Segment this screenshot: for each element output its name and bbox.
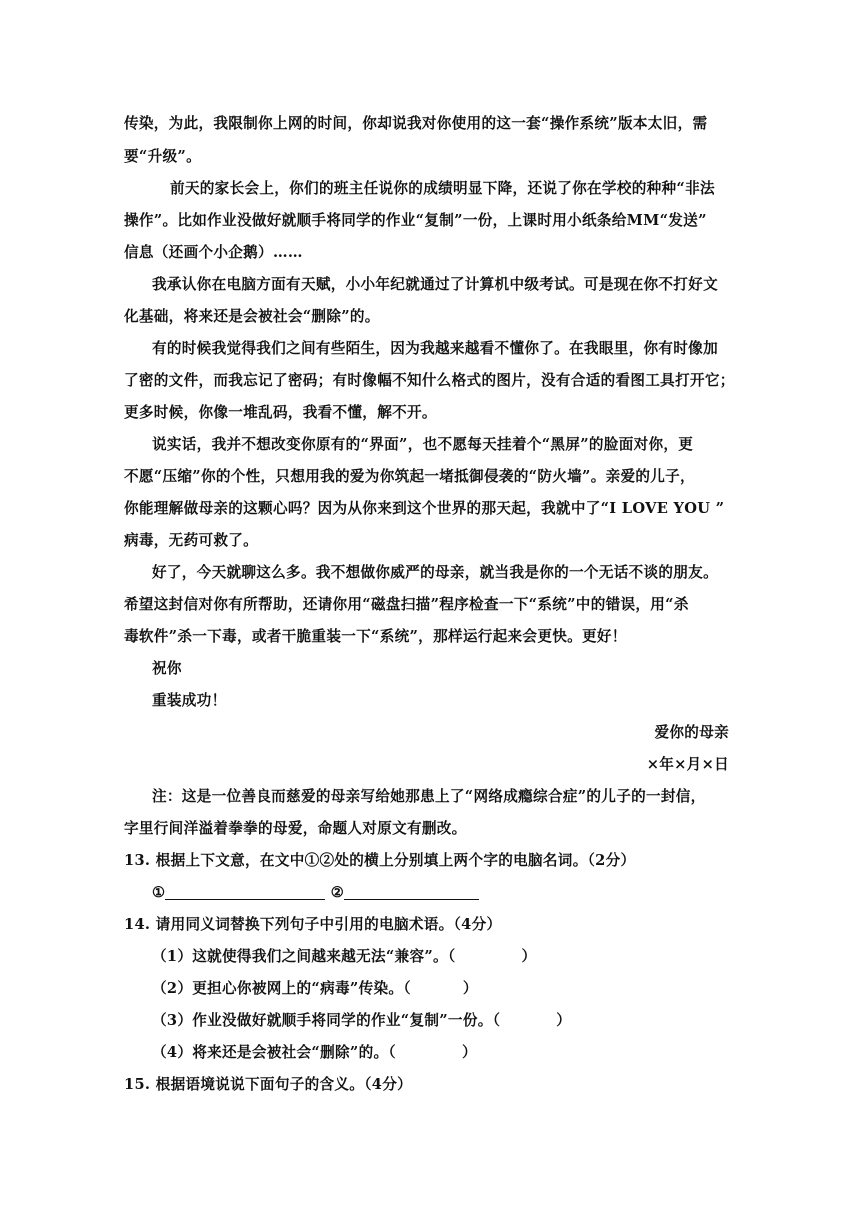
letter-line: 要“升级”。 — [124, 148, 201, 165]
letter-line: 有的时候我觉得我们之间有些陌生，因为我越来越看不懂你了。在我眼里，你有时像加 — [152, 340, 718, 357]
editor-note: 字里行间洋溢着拳拳的母爱，命题人对原文有删改。 — [124, 820, 467, 837]
q14-item — [152, 1043, 477, 1063]
closing-greeting: 祝你 — [152, 660, 182, 677]
closing-wish: 重装成功！ — [152, 692, 227, 709]
q14-item-text: （3）作业没做好就顺手将同学的作业“复制”一份。（ — [152, 1012, 501, 1029]
question-15: 15. 根据语境说说下面句子的含义。（4分） — [124, 1076, 413, 1093]
q13-marker-1: ① — [152, 884, 166, 901]
q14-item — [152, 979, 478, 999]
letter-line: 操作”。比如作业没做好就顺手将同学的作业“复制”一份，上课时用小纸条给MM“发送” — [124, 212, 707, 229]
q13-blank-1[interactable] — [165, 883, 325, 900]
letter-line: 希望这封信对你有所帮助，还请你用“磁盘扫描”程序检查一下“系统”中的错误，用“杀 — [124, 596, 689, 613]
letter-line: 病毒，无药可救了。 — [124, 532, 259, 549]
letter-line: 信息（还画个小企鹅）…… — [124, 244, 303, 261]
close-paren: ） — [521, 948, 537, 965]
letter-line: 化基础，将来还是会被社会“删除”的。 — [124, 308, 380, 325]
editor-note: 注：这是一位善良而慈爱的母亲写给她那患上了“网络成瘾综合症”的儿子的一封信， — [152, 788, 706, 805]
q13-marker-2: ② — [330, 884, 345, 901]
close-paren: ） — [461, 1044, 477, 1061]
q14-item-text: （1）这就使得我们之间越来越无法“兼容”。（ — [152, 948, 456, 965]
question-14: 14. 请用同义词替换下列句子中引用的电脑术语。（4分） — [124, 916, 502, 933]
letter-date: ×年×月×日 — [646, 756, 729, 773]
q14-item-text: （4）将来还是会被社会“删除”的。（ — [152, 1044, 396, 1061]
letter-line: 好了，今天就聊这么多。我不想做你威严的母亲，就当我是你的一个无话不谈的朋友。 — [152, 564, 718, 581]
letter-line: 了密的文件，而我忘记了密码；有时像幅不知什么格式的图片，没有合适的看图工具打开它； — [124, 372, 735, 389]
signature: 爱你的母亲 — [654, 724, 729, 741]
close-paren: ） — [462, 980, 478, 997]
q14-item — [152, 1011, 571, 1031]
q14-item — [152, 947, 536, 967]
letter-line: 不愿“压缩”你的个性，只想用我的爱为你筑起一堵抵御侵袭的“防火墙”。亲爱的儿子， — [124, 468, 695, 485]
question-13: 13. 根据上下文意，在文中①②处的横上分别填上两个字的电脑名词。（2分） — [124, 852, 636, 869]
letter-line: 更多时候，你像一堆乱码，我看不懂，解不开。 — [124, 404, 437, 421]
letter-line: 你能理解做母亲的这颗心吗？因为从你来到这个世界的那天起，我就中了“I LOVE YOU ” — [124, 500, 725, 517]
letter-line: 前天的家长会上，你们的班主任说你的成绩明显下降，还说了你在学校的种种“非法 — [170, 180, 715, 197]
close-paren: ） — [556, 1012, 572, 1029]
q13-blank-2[interactable] — [344, 883, 479, 900]
letter-line: 毒软件”杀一下毒，或者干脆重装一下“系统”，那样运行起来会更快。更好！ — [124, 628, 627, 645]
q13-answer-row — [152, 883, 479, 903]
q14-item-text: （2）更担心你被网上的“病毒”传染。（ — [152, 980, 411, 997]
letter-line: 传染，为此，我限制你上网的时间，你却说我对你使用的这一套“操作系统”版本太旧，需 — [124, 115, 708, 132]
letter-line: 说实话，我并不想改变你原有的“界面”，也不愿每天挂着个“黑屏”的脸面对你，更 — [152, 436, 694, 453]
letter-line: 我承认你在电脑方面有天赋，小小年纪就通过了计算机中级考试。可是现在你不打好文 — [152, 276, 718, 293]
